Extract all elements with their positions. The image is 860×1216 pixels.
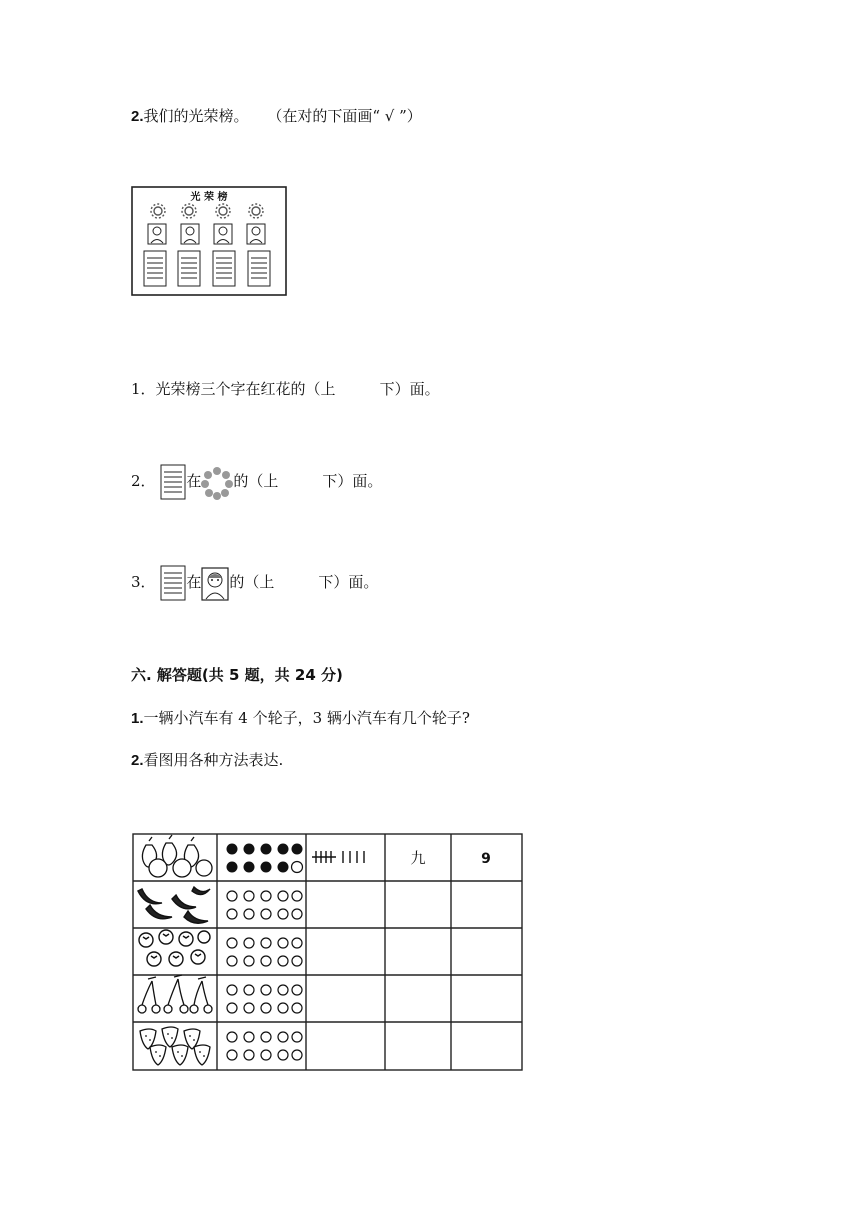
item-number: 2． [131, 472, 156, 490]
strawberry-icon [140, 1027, 210, 1065]
item-text-end: 下）面。 [318, 573, 379, 591]
item-number: 1． [131, 380, 156, 398]
lined-paper-icon [160, 565, 186, 601]
question-text: 看图用各种方法表达. [143, 751, 284, 769]
section6-question-1 [131, 708, 470, 729]
item-text-end: 下）面。 [379, 380, 440, 398]
question-text: 一辆小汽车有 4 个轮子，3 辆小汽车有几个轮子? [143, 709, 470, 727]
item-text: 的（上 [233, 472, 279, 490]
section6-question-2 [131, 750, 283, 771]
flower-icon [201, 466, 233, 500]
arabic-numeral: 9 [481, 851, 491, 867]
item-text-end: 下）面。 [322, 472, 383, 490]
item-1 [131, 379, 440, 399]
honor-board-title: 光 荣 榜 [190, 192, 228, 203]
chinese-numeral: 九 [410, 849, 426, 867]
banana-icon [138, 887, 210, 923]
item-text: 光荣榜三个字在红花的（上 [155, 380, 336, 398]
item-text: 在 [186, 472, 202, 490]
pear-icon [142, 835, 212, 877]
counting-table-grid [132, 833, 524, 1073]
question-text: 我们的光荣榜。 [143, 107, 249, 125]
item-2 [131, 462, 382, 500]
question-number: 2. [131, 752, 144, 769]
item-3 [131, 563, 378, 601]
item-text: 在 [186, 573, 202, 591]
question-number: 2. [131, 108, 144, 125]
question-note: （在对的下面画“ √ ”） [267, 107, 422, 125]
filled-dots [227, 844, 303, 873]
child-portrait-icon [201, 567, 229, 601]
item-number: 3． [131, 573, 156, 591]
section-heading: 六. 解答题(共 5 题，共 24 分) [131, 666, 343, 684]
item-text: 的（上 [229, 573, 275, 591]
question-2-title [131, 106, 422, 127]
cherry-icon [138, 975, 212, 1013]
lined-paper-icon [160, 464, 186, 500]
tally-marks [312, 851, 364, 863]
question-number: 1. [131, 710, 144, 727]
answer-cells[interactable] [306, 881, 522, 1069]
apple-icon [139, 930, 210, 966]
honor-board-illustration [131, 186, 287, 297]
counting-table [132, 833, 524, 1077]
